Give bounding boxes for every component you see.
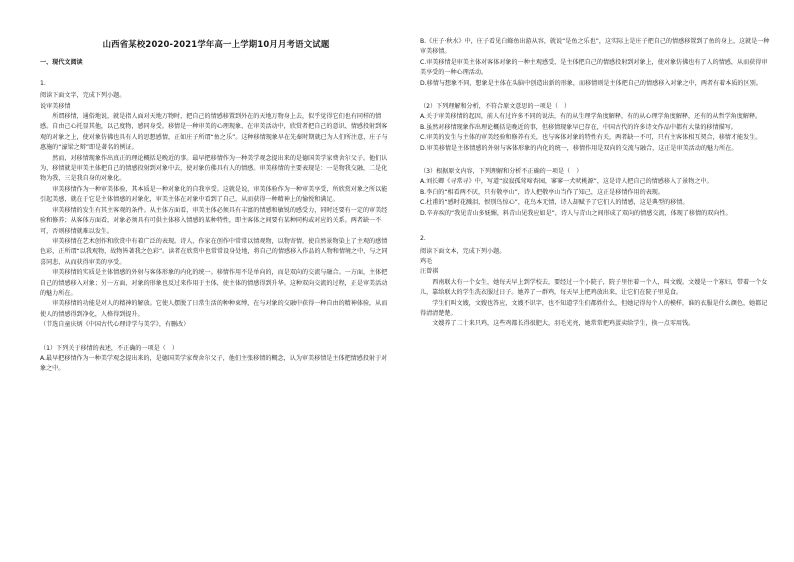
question-number: 2. <box>420 235 426 243</box>
paragraph: 审美移情的发生有其主客观的条件。从主体方面看，审美主体必须具有丰富的情感和敏锐的感受力，同时还要有一定的审美经验和修养；从客体方面看，对象必须具有可供主体移入情感的某种特性，即主客体之间要有某种同构或对应的关系。两者缺一不可，否则移情就难以发生。 <box>40 206 388 235</box>
option-d: D.移情与想象不同，想象是主体在头脑中创造出新的形象，而移情则是主体把自己的情感移入对象之中，两者有着本质的区别。 <box>420 79 762 87</box>
paragraph: 学生们叫文嫂，文嫂也答应，文嫂不识字，也不知道学生们都姓什么，但她记得每个人的模样，谁的衣服是什么颜色，她都记得清清楚楚。 <box>420 299 768 317</box>
paragraph: 所谓移情，通俗地说，就是指人面对天地万物时，把自己的情感移置到外在的天地万物身上去，似乎觉得它们也有同样的情感。自由己心托显其他，以己度物，感同身受。移情是一种审美的心理现象，在审美活动中，欣赏者把自己的意识、情感投射到客观的对象之上，使对象仿佛也具有人的思想感情，正如庄子所谓“鱼之乐”。这种移情现象早在先秦时期就已为人们所注意，庄子与惠施的“濠梁之辩”即是著名的例证。 <box>40 113 388 152</box>
paragraph: 审美移情作为一种审美体验，其本质是一种对象化的自我享受。这就是说，审美体验作为一种审美享受，所欣赏对象之所以能引起美感，就在于它是主体情感的对象化，审美主体在对象中看到了自己，从而获得一种精神上的愉悦和满足。 <box>40 185 388 204</box>
option-c: C.审美的发生与主体的审美经验和修养有关，也与客体对象的特性有关，两者缺一不可，只有主客体相互契合，移情才能发生。 <box>420 134 762 142</box>
source-note: （节选自童庆炳《中国古代心理诗学与美学》，有删改） <box>40 321 190 329</box>
option-b: B.虽然对移情现象作出理论概括是晚近的事，但移情现象早已存在，中国古代的许多诗文作品中都有大量的移情描写。 <box>420 123 737 131</box>
paragraph: 审美移情在艺术创作和欣赏中有着广泛的表现。诗人、作家在创作中常常以情观物，以物寄情，使自然景物染上了主观的感情色彩，正所谓“以我观物，故物皆著我之色彩”。读者在欣赏中也常常设身处地，将自己的情感移入作品的人物和情境之中，与之同喜同悲，从而获得审美的享受。 <box>40 237 388 266</box>
paragraph: 西南联大有一个女生，她每天早上到学校去，要经过一个小院子，院子里住着一个人，叫文嫂。文嫂是一个寡妇，带着一个女儿，靠给联大的学生洗衣服过日子。她养了一群鸡，每天早上把鸡放出来，让它们在院子里觅食。 <box>420 278 768 297</box>
left-column <box>40 34 392 375</box>
reading-instruction: 阅读下面文本，完成下列小题。 <box>420 247 506 255</box>
reading-instruction: 阅读下面文字，完成下列小题。 <box>40 92 126 100</box>
option-c: C.审美移情是审美主体对客体对象的一种主观感受，是主体把自己的情感投射到对象上，使对象仿佛也有了人的情感，从而获得审美享受的一种心理活动。 <box>420 58 768 77</box>
option-a: A.关于审美移情的起因，前人有过许多不同的说法，有的从生理学角度解释，有的从心理学角度解释，还有的从哲学角度解释。 <box>420 113 762 121</box>
right-column <box>420 37 772 330</box>
option-b: B.李白的“相看两不厌，只有敬亭山”，诗人把敬亭山当作了知己，这正是移情作用的表现。 <box>420 188 664 196</box>
section-heading: 一、现代文阅读 <box>40 59 83 67</box>
option-c: C.杜甫的“感时花溅泪，恨别鸟惊心”，花鸟本无情，诗人却赋予了它们人的情感，这是典型的移情。 <box>420 199 689 207</box>
paragraph: 文嫂养了二十来只鸡，这些鸡都长得很肥大，羽毛光亮，她常常把鸡蛋卖给学生，换一点零用钱。 <box>432 320 695 328</box>
question-stem: （1）下列关于移情的表述，不正确的一项是（ ） <box>40 344 178 352</box>
paragraph: 审美移情的功能是对人的精神的解放。它使人摆脱了日常生活的种种束缚，在与对象的交融中获得一种自由的精神体验，从而使人的情感得到净化，人格得到提升。 <box>40 300 388 318</box>
option-b: B.《庄子·秋水》中，庄子看见白鲦鱼出游从容，就说“是鱼之乐也”，这实际上是庄子把自己的情感移置到了鱼的身上，这就是一种审美移情。 <box>420 38 770 56</box>
question-stem: （3）根据原文内容，下列理解和分析不正确的一项是（ ） <box>420 168 583 176</box>
option-d: D.审美移情是主体情感的外射与客体形象的内化的统一，移情作用是双向的交流与融合，这正是审美活动的魅力所在。 <box>420 144 738 152</box>
story-author: 汪曾祺 <box>420 268 439 276</box>
question-number: 1. <box>40 79 46 87</box>
option-a: A.最早把移情作为一种美学观念提出来的，是德国美学家费舍尔父子，他们主张移情的概念，认为审美移情是主体把情感投射于对象之中。 <box>40 354 388 373</box>
option-a: A.刘长卿《寻常寻》中，写道“寂寂孤莺啼杏园，寥寥一犬吠桃源”，这是诗人把自己的情感移入了景物之中。 <box>420 178 713 186</box>
page-title: 山西省某校2020-2021学年高一上学期10月月考语文试题 <box>102 39 330 49</box>
article-title: 说审美移情 <box>40 102 71 110</box>
question-stem: （2）下列理解和分析，不符合原文意思的一项是（ ） <box>420 103 571 111</box>
option-d: D.辛弃疾的“我见青山多妩媚，料青山见我应如是”，诗人与青山之间形成了双向的情感交流，体现了移情的双向性。 <box>420 209 732 217</box>
paragraph: 然而，对移情现象作出真正的理论概括是晚近的事。最早把移情作为一种美学观念提出来的是德国美学家费舍尔父子。他们认为，移情就是审美主体把自己的情感投射到对象中去，使对象仿佛具有人的情感。审美移情的主要表现是：一是物我交融，二是化物为我，三是我自身的对象化。 <box>40 154 388 183</box>
paragraph: 审美移情的实质是主体情感的外射与客体形象的内化的统一。移情作用不是单向的，而是双向的交流与融合。一方面，主体把自己的情感移入对象；另一方面，对象的形象也反过来作用于主体，使主体的情感得到升华。这种双向交流的过程，正是审美活动的魅力所在。 <box>40 269 388 297</box>
story-title: 鸡毛 <box>420 257 433 265</box>
